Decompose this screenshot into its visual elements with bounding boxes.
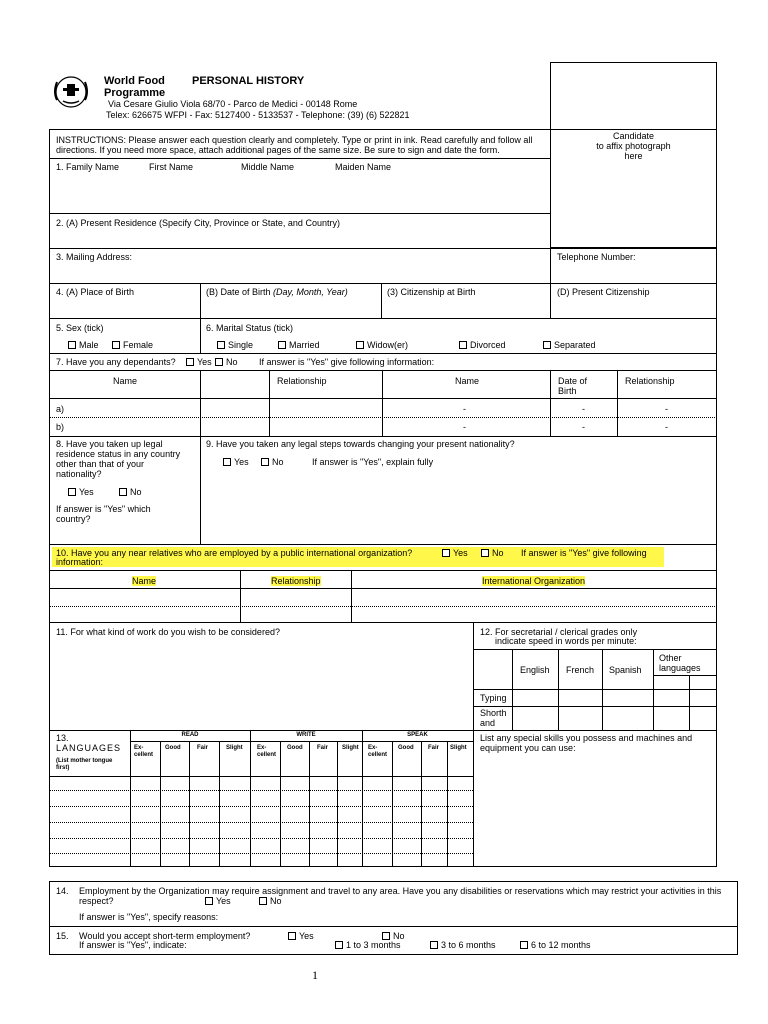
q13-speak-good: Good [398,745,414,751]
q9-nationality: 9. Have you taken any legal steps towards changing your present nationality? [206,439,515,449]
instructions: INSTRUCTIONS: Please answer each question clearly and completely. Type or print in ink. Read carefully and follow all directions. If you need more space, attach additional pages of the same size. Be sure to sign and date the form. [56,135,533,155]
q7-dependants: 7. Have you any dependants? [56,357,176,367]
q10-if-yes: If answer is "Yes" give following [521,548,647,558]
q6-widow-checkbox[interactable]: Widow(er) [356,340,408,350]
q10-col-name: Name [132,576,157,586]
q13-read-slight: Slight [226,745,243,751]
q11-kind-of-work: 11. For what kind of work do you wish to be considered? [56,627,280,637]
q7-col-dob: Date of Birth [558,376,588,396]
q12-english: English [520,665,550,675]
q12-typing: Typing [480,693,507,703]
q6-single-checkbox[interactable]: Single [217,340,253,350]
q13-write: WRITE [296,732,316,738]
q9-no-checkbox[interactable]: No [261,457,284,467]
q7-col-relationship: Relationship [277,376,327,386]
q12-secretarial: 12. For secretarial / clerical grades only [480,627,638,637]
q15-no-checkbox[interactable]: No [382,931,405,941]
q8-no-checkbox[interactable]: No [119,487,142,497]
q13-speak-fair: Fair [428,745,440,751]
q7-row-a-dash1: - [463,404,466,414]
org-name-2: Programme [104,87,166,99]
q5-female-checkbox[interactable]: Female [112,340,153,350]
q10-yes-checkbox[interactable]: Yes [442,548,468,558]
q14-reasons: If answer is "Yes", specify reasons: [79,912,219,922]
q7-yes-checkbox[interactable]: Yes [186,357,212,367]
q9-explain: If answer is "Yes", explain fully [312,457,434,467]
org-address: Via Cesare Giulio Viola 68/70 - Parco de Medici - 00148 Rome [108,99,358,109]
q1-family-name: 1. Family Name [56,162,120,172]
q13-read-fair: Fair [197,745,209,751]
q4-citizenship-birth: (3) Citizenship at Birth [387,287,476,297]
q10-no-checkbox[interactable]: No [481,548,504,558]
q3-mailing: 3. Mailing Address: [56,252,133,262]
q6-separated-checkbox[interactable]: Separated [543,340,596,350]
q7-col-relationship-2: Relationship [625,376,675,386]
q14-disabilities: Employment by the Organization may require assignment and travel to any area. Have you any disabilities or reservations which may restrict your activities in this respect? [79,886,722,906]
q13-languages: LANGUAGES [56,743,122,753]
q6-marital-status: 6. Marital Status (tick) [206,323,294,333]
q7-row-b-dash2: - [582,422,585,432]
q13-write-excellent: Ex-cellent [257,745,277,758]
q12-other: Other languages [659,653,701,673]
q1-maiden-name: Maiden Name [335,162,392,172]
q1-input[interactable] [52,174,546,212]
q8-yes-checkbox[interactable]: Yes [68,487,94,497]
q13-speak: SPEAK [407,732,428,738]
q12-french: French [566,665,595,675]
q7-row-a-dash2: - [582,404,585,414]
q12-spanish: Spanish [609,665,642,675]
q14-number: 14. [56,886,69,896]
q1-middle-name: Middle Name [241,162,295,172]
q15-1-3-months[interactable]: 1 to 3 months [335,940,401,950]
q7-no-checkbox[interactable]: No [215,357,238,367]
q2-residence: 2. (A) Present Residence (Specify City, Province or State, and Country) [56,218,340,228]
org-telex: Telex: 626675 WFPI - Fax: 5127400 - 5133537 - Telephone: (39) (6) 522821 [106,110,410,120]
q3-phone: Telephone Number: [557,252,636,262]
q13-write-slight: Slight [342,745,359,751]
q15-3-6-months[interactable]: 3 to 6 months [430,940,496,950]
q9-yes-checkbox[interactable]: Yes [223,457,249,467]
q7-row-b: b) [56,422,65,432]
wfp-logo [49,74,93,110]
q10-col-org: International Organization [482,576,586,586]
photo-text-1: Candidate [612,131,655,141]
q6-married-checkbox[interactable]: Married [278,340,320,350]
q14-no-checkbox[interactable]: No [259,896,282,906]
q7-row-b-dash3: - [665,422,668,432]
q6-divorced-checkbox[interactable]: Divorced [459,340,506,350]
q5-sex: 5. Sex (tick) [56,323,104,333]
q15-number: 15. [56,931,69,941]
q8-legal-residence: 8. Have you taken up legal residence status in any country other than that of your nationality? [56,439,181,479]
photo-text-3: here [624,151,643,161]
q10-col-relationship: Relationship [271,576,321,586]
q10-relatives: 10. Have you any near relatives who are employed by a public international organization? [56,548,413,558]
q7-if-yes: If answer is "Yes" give following information: [259,357,435,367]
q15-yes-checkbox[interactable]: Yes [288,931,314,941]
q13-write-fair: Fair [317,745,329,751]
q15-6-12-months[interactable]: 6 to 12 months [520,940,591,950]
page-number: 1 [312,968,318,982]
q7-col-name: Name [113,376,138,386]
q12-speed: indicate speed in words per minute: [495,636,637,646]
q4-place-of-birth: 4. (A) Place of Birth [56,287,135,297]
q13-number: 13. [56,733,69,743]
q13-read-excellent: Ex-cellent [134,745,154,758]
q7-row-a-dash3: - [665,404,668,414]
q3-input[interactable] [52,263,546,281]
q1-first-name: First Name [149,162,194,172]
q7-row-a: a) [56,404,65,414]
q4-present-citizenship: (D) Present Citizenship [557,287,650,297]
q15-indicate: If answer is "Yes", indicate: [79,940,187,950]
q2-input[interactable] [52,229,546,247]
q13-mother-tongue: (List mother tongue first) [56,758,113,771]
form-title: PERSONAL HISTORY [192,75,305,87]
q13-speak-slight: Slight [450,745,467,751]
q13-read-good: Good [165,745,181,751]
org-name: World Food [104,75,165,87]
photo-text-2: to affix photograph [596,141,671,151]
q7-col-name-2: Name [455,376,480,386]
q13-read: READ [181,732,199,738]
q10-information: information: [56,557,104,567]
q12-shorthand: Shorth and [480,708,507,728]
q8-which-country: If answer is "Yes" which country? [56,504,151,524]
q13-write-good: Good [287,745,303,751]
q13-speak-excellent: Ex-cellent [368,745,388,758]
q7-row-b-dash1: - [463,422,466,432]
q13-special-skills: List any special skills you possess and machines and equipment you can use: [480,733,693,753]
q15-short-term: Would you accept short-term employment? [79,931,251,941]
q4-date-of-birth: (B) Date of Birth (Day, Month, Year) [206,287,348,297]
q5-male-checkbox[interactable]: Male [68,340,99,350]
q14-yes-checkbox[interactable]: Yes [205,896,231,906]
